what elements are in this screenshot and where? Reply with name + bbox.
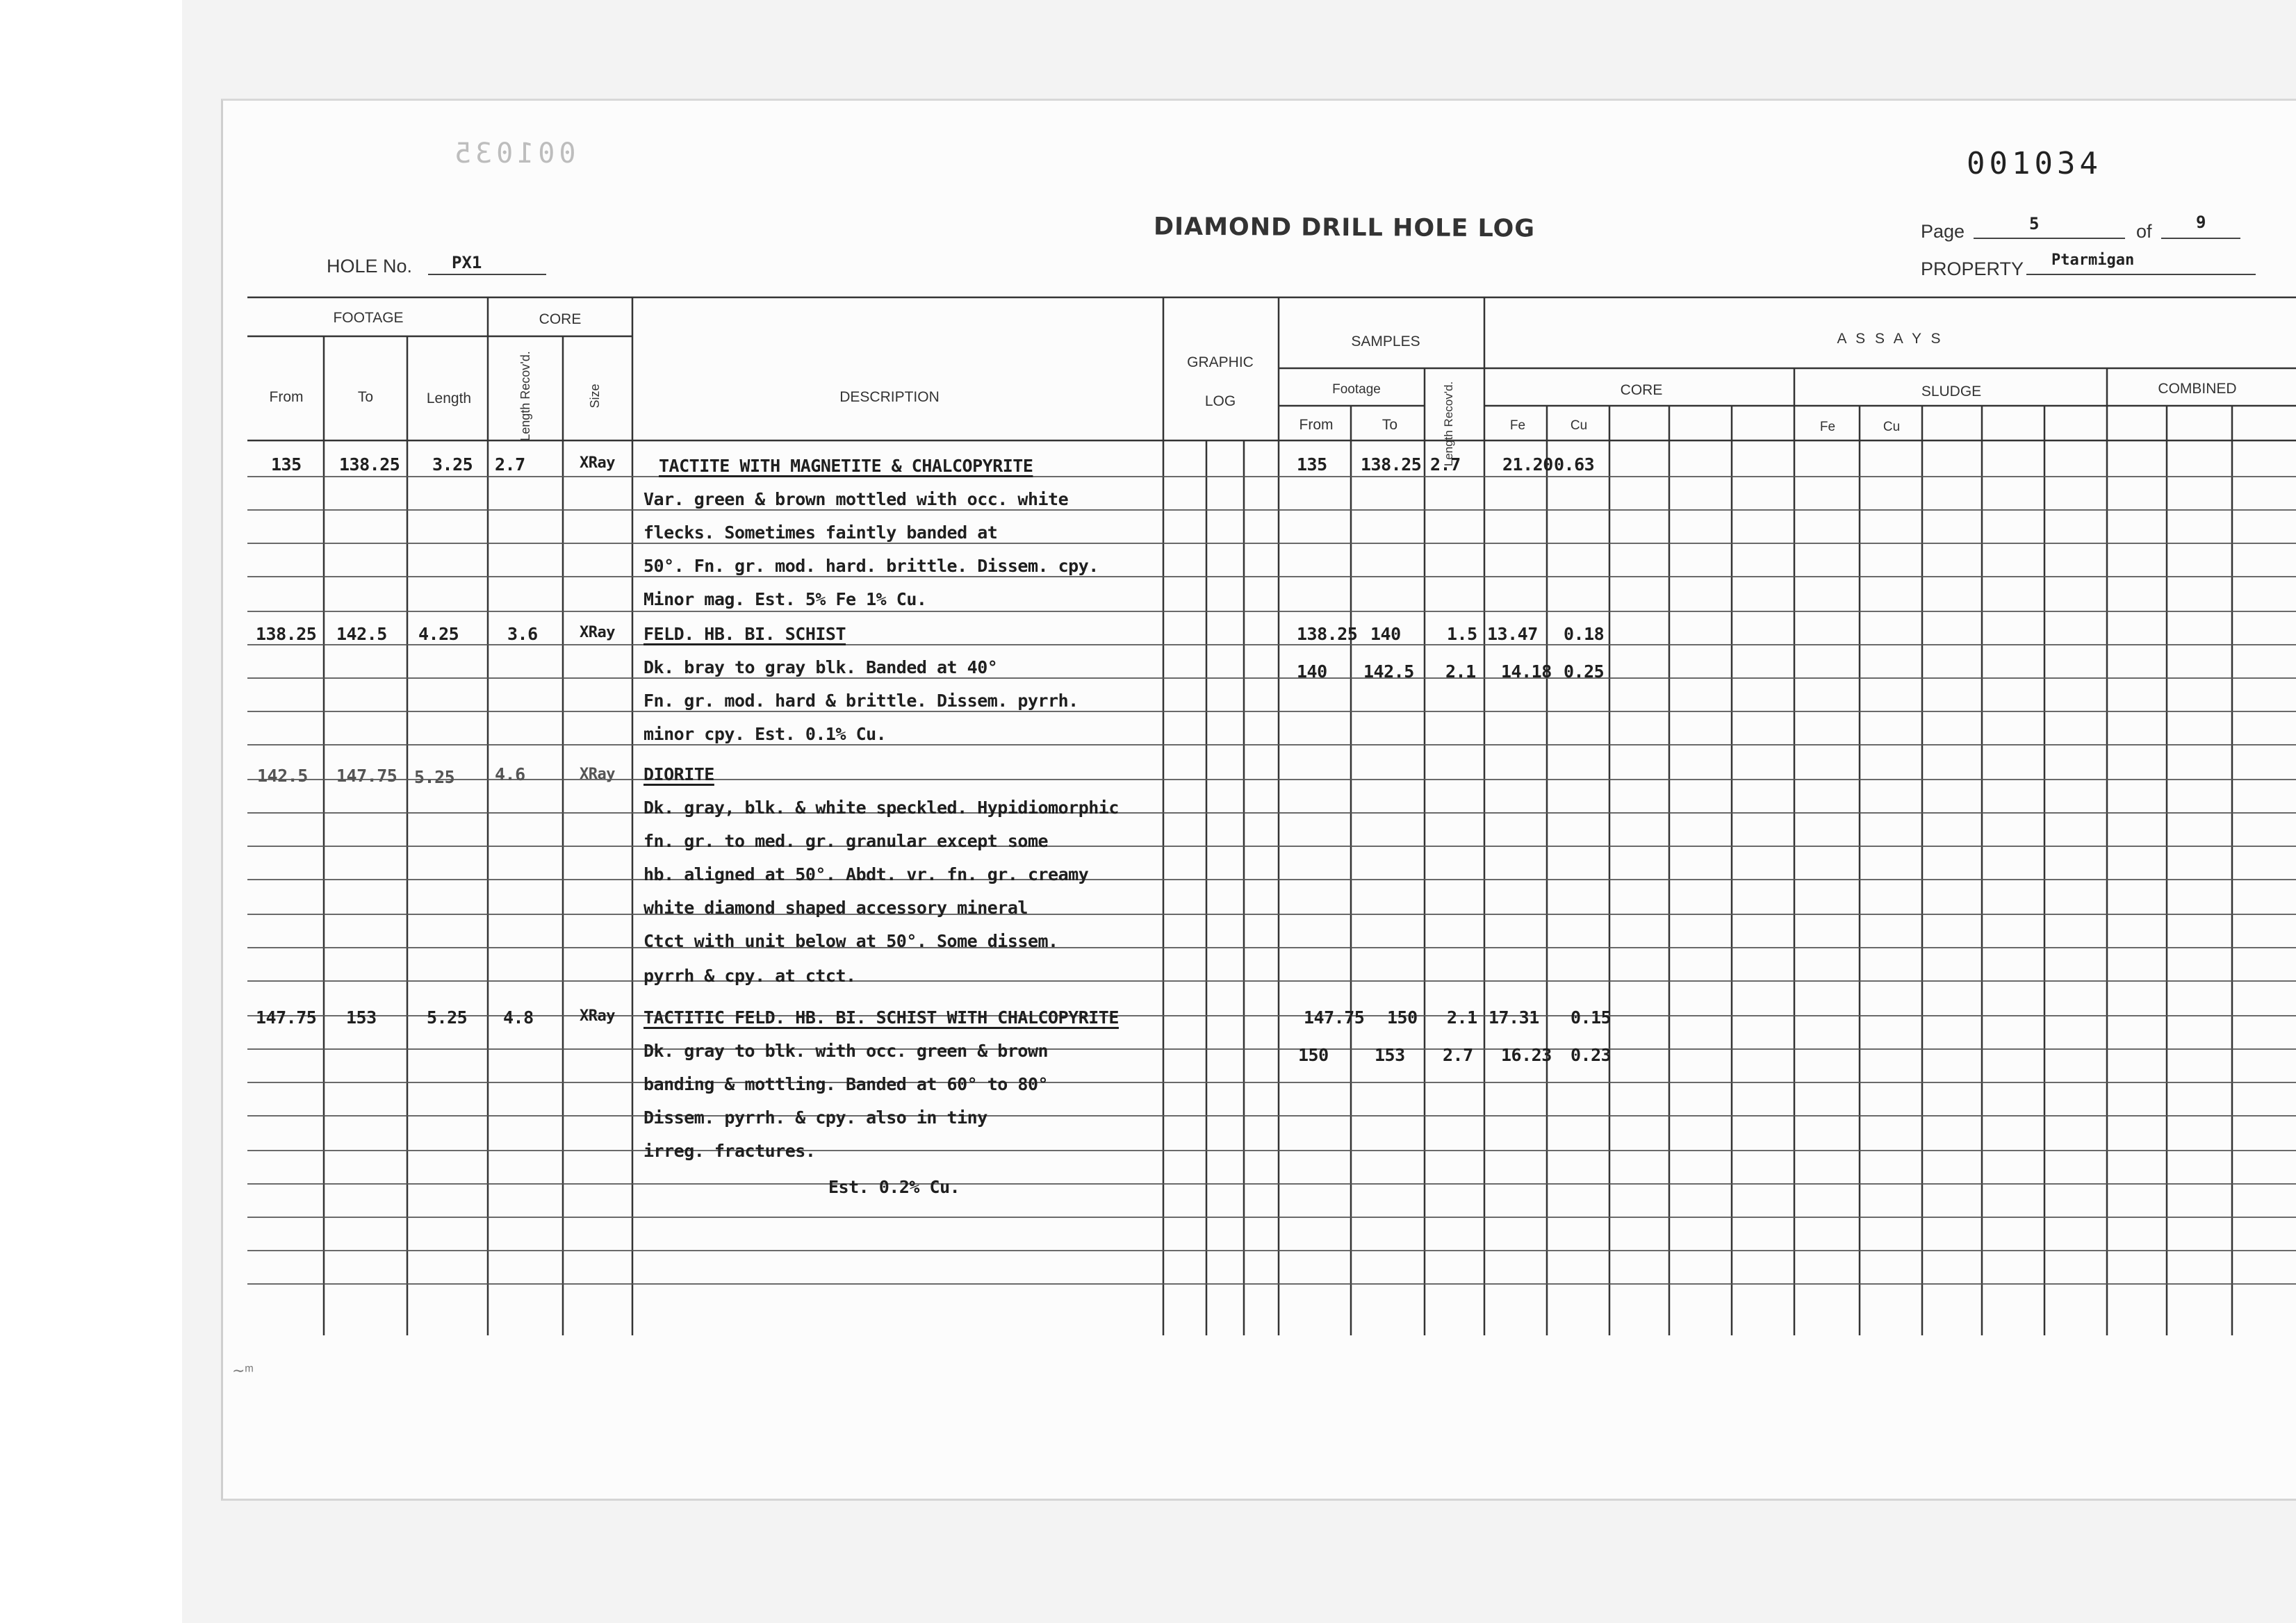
to-header: To xyxy=(357,389,374,405)
interval-size: XRay xyxy=(580,1007,615,1025)
sample-to: 138.25 xyxy=(1361,454,1422,475)
page-of-label: of xyxy=(2136,221,2152,242)
sample-from: 147.75 xyxy=(1304,1007,1365,1028)
description-line: flecks. Sometimes faintly banded at xyxy=(643,522,998,543)
scan-smudge: ∼ ͫ xyxy=(232,1362,249,1379)
interval-recovd: 4.8 xyxy=(503,1007,534,1028)
samples-from-header: From xyxy=(1299,417,1334,433)
sample-to: 150 xyxy=(1387,1007,1418,1028)
mirrored-stamp: 001035 xyxy=(450,138,576,170)
combined-header: COMBINED xyxy=(2158,381,2237,397)
interval-from: 142.5 xyxy=(257,766,308,786)
sample-from: 135 xyxy=(1297,454,1327,475)
description-line: Dk. gray to blk. with occ. green & brown xyxy=(643,1041,1049,1061)
hole-number-label: HOLE No. xyxy=(327,256,413,277)
length-recovd-header: Length Recov'd. xyxy=(518,351,532,441)
description-line: FELD. HB. BI. SCHIST xyxy=(643,624,846,644)
interval-recovd: 2.7 xyxy=(495,454,525,475)
description-line: hb. aligned at 50°. Abdt. vr. fn. gr. creamy xyxy=(643,864,1089,884)
interval-size: XRay xyxy=(580,624,615,641)
description-line: TACTITIC FELD. HB. BI. SCHIST WITH CHALCOPYRITE xyxy=(643,1007,1119,1028)
sample-fe: 21.20 xyxy=(1502,454,1553,475)
description-line: minor cpy. Est. 0.1% Cu. xyxy=(643,724,887,744)
interval-to: 142.5 xyxy=(336,624,387,644)
description-line: pyrrh & cpy. at ctct. xyxy=(643,966,856,986)
sample-from: 138.25 xyxy=(1297,624,1358,644)
samples-recovd-header: Length Recov'd. xyxy=(1442,381,1455,467)
interval-length: 4.25 xyxy=(418,624,459,644)
samples-footage-header: Footage xyxy=(1332,382,1381,397)
page-title: DIAMOND DRILL HOLE LOG xyxy=(1153,213,1536,243)
sample-recovd: 2.7 xyxy=(1430,454,1461,475)
interval-size: XRay xyxy=(580,766,615,783)
sample-fe: 17.31 xyxy=(1489,1007,1539,1028)
log-header: LOG xyxy=(1204,393,1236,409)
description-line: Var. green & brown mottled with occ. white xyxy=(643,489,1069,509)
interval-length: 5.25 xyxy=(427,1007,468,1028)
document-number: 001034 xyxy=(1967,146,2102,181)
footage-header: FOOTAGE xyxy=(333,310,404,326)
sample-to: 142.5 xyxy=(1363,661,1414,682)
description-line: banding & mottling. Banded at 60° to 80° xyxy=(643,1074,1049,1094)
description-line: fn. gr. to med. gr. granular except some xyxy=(643,831,1049,851)
assays-header: A S S A Y S xyxy=(1837,331,1944,347)
interval-to: 138.25 xyxy=(339,454,400,475)
description-header: DESCRIPTION xyxy=(839,389,940,405)
sample-cu: 0.25 xyxy=(1564,661,1605,682)
description-line: Ctct with unit below at 50°. Some dissem. xyxy=(643,931,1058,951)
sample-recovd: 2.7 xyxy=(1443,1045,1473,1065)
sludge-cu-header: Cu xyxy=(1883,420,1901,434)
interval-recovd: 4.6 xyxy=(495,764,525,784)
interval-length: 3.25 xyxy=(432,454,473,475)
size-header: Size xyxy=(588,384,602,409)
sample-cu: 0.18 xyxy=(1564,624,1605,644)
interval-from: 138.25 xyxy=(256,624,317,644)
sample-cu: 0.63 xyxy=(1554,454,1595,475)
description-line: DIORITE xyxy=(643,764,714,784)
property-value: Ptarmigan xyxy=(2051,252,2135,269)
description-line: Dissem. pyrrh. & cpy. also in tiny xyxy=(643,1107,987,1128)
from-header: From xyxy=(269,389,304,405)
description-line: Dk. gray, blk. & white speckled. Hypidiomorphic xyxy=(643,798,1119,818)
sample-cu: 0.15 xyxy=(1571,1007,1612,1028)
sample-to: 140 xyxy=(1370,624,1401,644)
sludge-fe-header: Fe xyxy=(1819,420,1836,434)
samples-to-header: To xyxy=(1381,417,1398,433)
sample-recovd: 2.1 xyxy=(1447,1007,1477,1028)
description-line: 50°. Fn. gr. mod. hard. brittle. Dissem. cpy. xyxy=(643,556,1099,576)
samples-header: SAMPLES xyxy=(1351,333,1420,349)
core-header: CORE xyxy=(539,311,582,327)
interval-from: 135 xyxy=(271,454,302,475)
core-cu-header: Cu xyxy=(1570,418,1588,433)
interval-size: XRay xyxy=(580,454,615,472)
description-line: Dk. bray to gray blk. Banded at 40° xyxy=(643,657,998,677)
sample-recovd: 1.5 xyxy=(1447,624,1477,644)
sample-cu: 0.23 xyxy=(1571,1045,1612,1065)
sludge-header: SLUDGE xyxy=(1921,384,1982,399)
description-line: TACTITE WITH MAGNETITE & CHALCOPYRITE xyxy=(659,456,1033,476)
hole-number-value: PX1 xyxy=(452,253,482,272)
assay-core-header: CORE xyxy=(1620,382,1663,398)
property-label: PROPERTY xyxy=(1921,258,2024,279)
sample-fe: 16.23 xyxy=(1501,1045,1552,1065)
page-total: 9 xyxy=(2196,213,2206,232)
page-number: 5 xyxy=(2029,214,2040,233)
interval-recovd: 3.6 xyxy=(507,624,538,644)
length-header: Length xyxy=(426,390,472,406)
interval-length: 5.25 xyxy=(414,767,455,787)
description-line: Minor mag. Est. 5% Fe 1% Cu. xyxy=(643,589,927,609)
interval-to: 153 xyxy=(346,1007,377,1028)
core-fe-header: Fe xyxy=(1509,418,1526,433)
sample-to: 153 xyxy=(1375,1045,1405,1065)
interval-from: 147.75 xyxy=(256,1007,317,1028)
sample-fe: 14.18 xyxy=(1501,661,1552,682)
description-line: Fn. gr. mod. hard & brittle. Dissem. pyrrh. xyxy=(643,691,1079,711)
description-line: Est. 0.2% Cu. xyxy=(828,1177,960,1197)
sample-fe: 13.47 xyxy=(1487,624,1538,644)
page-label: Page xyxy=(1921,221,1965,242)
sample-from: 150 xyxy=(1298,1045,1329,1065)
sample-from: 140 xyxy=(1297,661,1327,682)
graphic-header: GRAPHIC xyxy=(1187,354,1254,370)
sample-recovd: 2.1 xyxy=(1445,661,1476,682)
description-line: white diamond shaped accessory mineral xyxy=(643,898,1028,918)
interval-to: 147.75 xyxy=(336,766,397,786)
description-line: irreg. fractures. xyxy=(643,1141,816,1161)
